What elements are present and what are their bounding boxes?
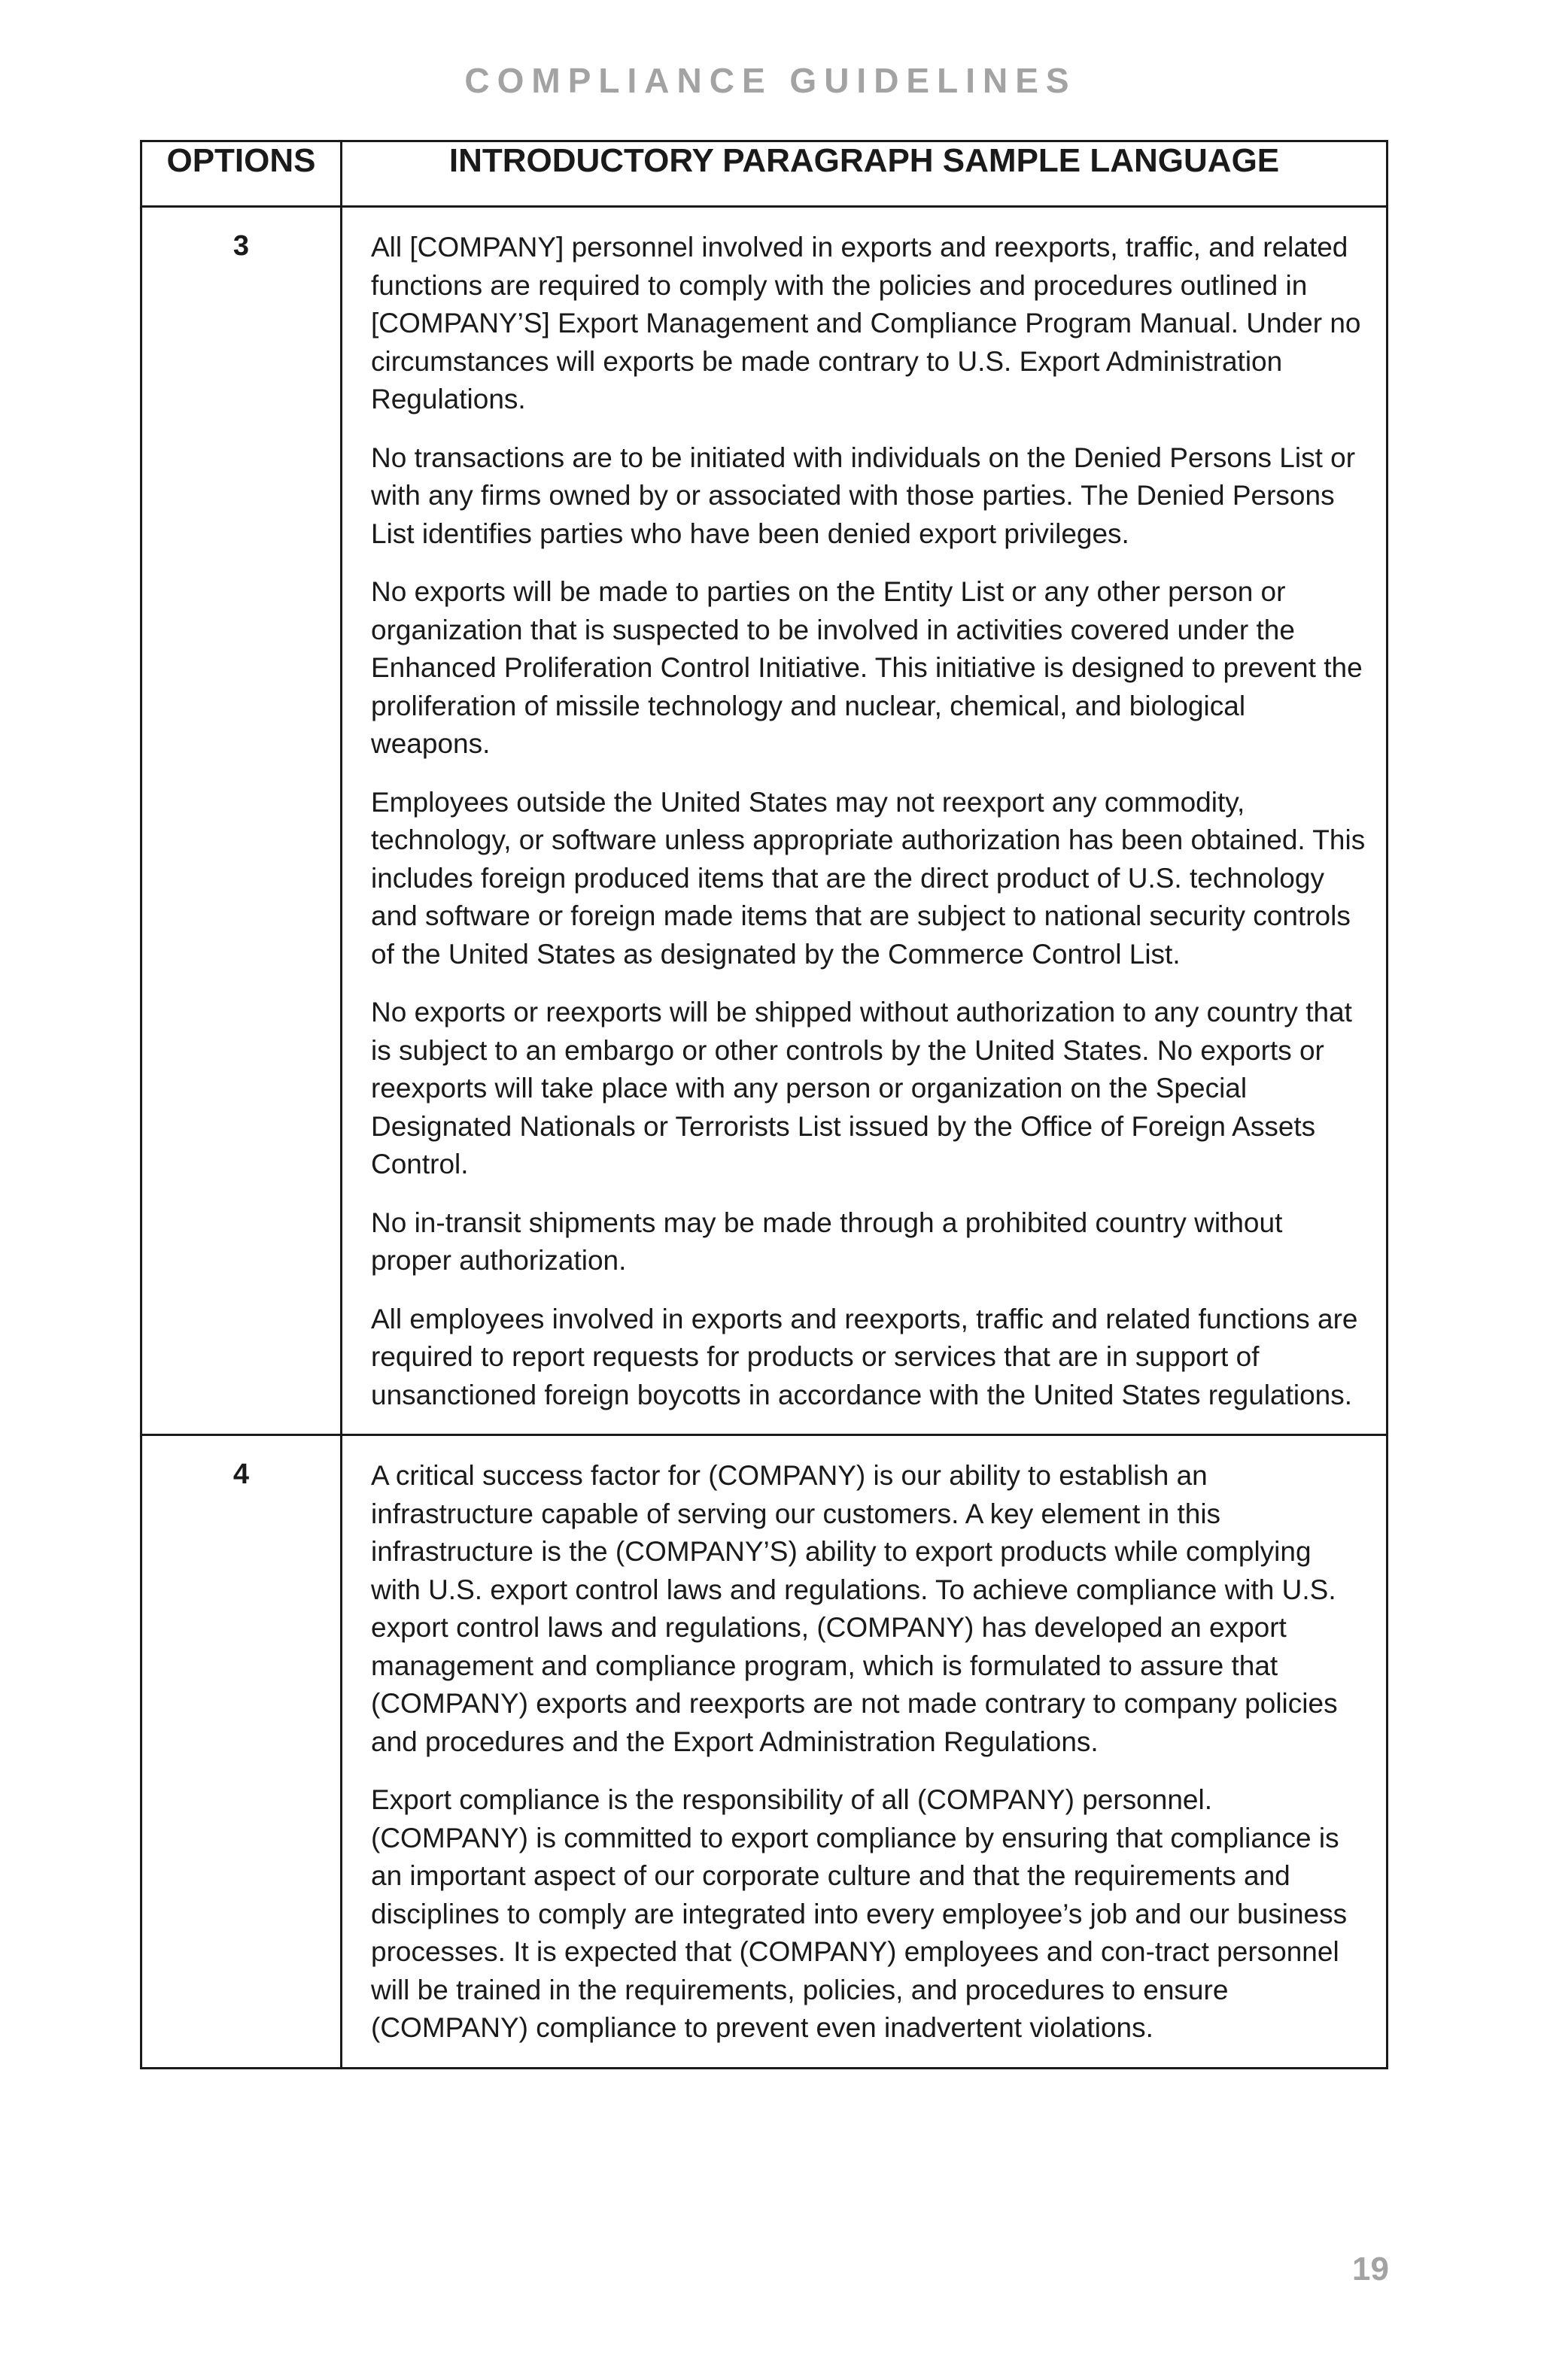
table-row <box>141 207 1388 1435</box>
table-row <box>141 1435 1388 2069</box>
column-header-sample-language: INTRODUCTORY PARAGRAPH SAMPLE LANGUAGE <box>342 141 1388 207</box>
paragraph: No in-transit shipments may be made through a prohibited country without proper authorization. <box>371 1207 1283 1276</box>
paragraph: All employees involved in exports and reexports, traffic and related functions are required to report requests for products or services that are in support of unsanctioned foreign boycotts in accordance with the United States regulations. <box>371 1303 1358 1410</box>
column-header-options: OPTIONS <box>141 141 342 207</box>
option-number: 3 <box>141 207 342 1435</box>
paragraph: A critical success factor for (COMPANY) is our ability to establish an infrastructure capable of serving our customers. A key element in this infrastructure is the (COMPANY’S) ability to export products while complying with U.S. export control laws and regulations. To achieve compliance with U.S. export control laws and regulations, (COMPANY) has developed an export management and compliance program, which is formulated to assure that (COMPANY) exports and reexports are not made contrary to company policies and procedures and the Export Administration Regulations. <box>371 1460 1338 1757</box>
table-header-row <box>141 141 1388 207</box>
sample-language-cell <box>342 207 1388 1435</box>
paragraph: All [COMPANY] personnel involved in exports and reexports, traffic, and related functions are required to comply with the policies and procedures outlined in [COMPANY’S] Export Management and Compliance Program Manual. Under no circumstances will exports be made contrary to U.S. Export Administration Regulations. <box>371 232 1361 414</box>
paragraph: No transactions are to be initiated with individuals on the Denied Persons List or with any firms owned by or associated with those parties. The Denied Persons List identifies parties who have been denied export privileges. <box>371 442 1356 549</box>
paragraph: No exports will be made to parties on the Entity List or any other person or organization that is suspected to be involved in activities covered under the Enhanced Proliferation Control Initiative. This initiative is designed to prevent the proliferation of missile technology and nuclear, chemical, and biological weapons. <box>371 576 1363 759</box>
running-header: COMPLIANCE GUIDELINES <box>464 61 1077 100</box>
paragraph: Employees outside the United States may not reexport any commodity, technology, or software unless appropriate authorization has been obtained. This includes foreign produced items that are the direct product of U.S. technology and software or foreign made items that are subject to national security controls of the United States as designated by the Commerce Control List. <box>371 786 1366 970</box>
page-number: 19 <box>1352 2251 1389 2287</box>
sample-language-table <box>140 140 1388 2069</box>
sample-language-cell <box>342 1435 1388 2069</box>
option-number: 4 <box>141 1435 342 2069</box>
paragraph: No exports or reexports will be shipped without authorization to any country that is subject to an embargo or other controls by the United States. No exports or reexports will take place with any person or organization on the Special Designated Nationals or Terrorists List issued by the Office of Foreign Assets Control. <box>371 997 1352 1179</box>
paragraph: Export compliance is the responsibility of all (COMPANY) personnel. (COMPANY) is committed to export compliance by ensuring that compliance is an important aspect of our corporate culture and that the requirements and disciplines to comply are integrated into every employee’s job and our business processes. It is expected that (COMPANY) employees and con-tract personnel will be trained in the requirements, policies, and procedures to ensure (COMPANY) compliance to prevent even inadvertent violations. <box>371 1784 1348 2043</box>
